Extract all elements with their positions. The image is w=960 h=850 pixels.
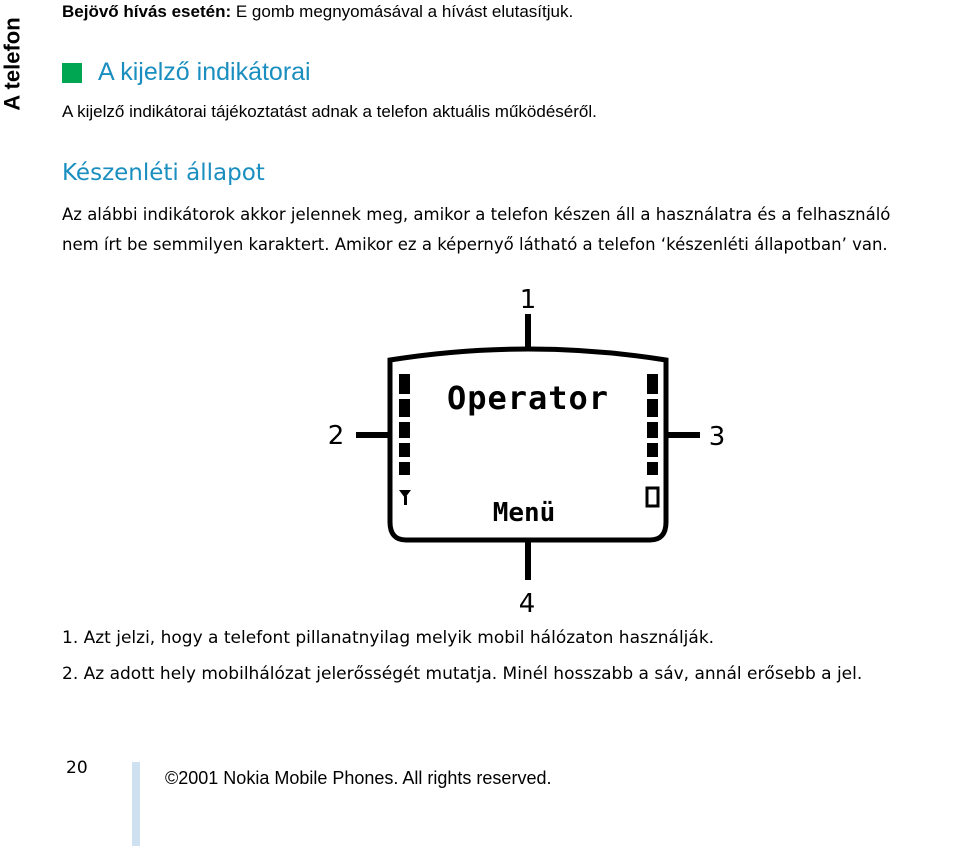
section-bullet-icon [62,63,82,83]
operator-name: Operator [446,379,610,417]
callout-3: 3 [708,422,726,452]
paragraph-line: nem írt be semmilyen karaktert. Amikor ez a képernyő látható a telefon ‘készenléti állapotban’ van. [62,235,888,254]
note-item: 2. Az adott hely mobilhálózat jelerősségét mutatja. Minél hosszabb a sáv, annál erősebb a jel. [62,664,863,684]
page-number: 20 [66,758,88,778]
side-tab-label: A telefon [0,17,26,111]
callout-2: 2 [327,421,345,451]
softkey-menu: Menü [492,498,556,528]
side-tab [0,0,26,128]
section-intro: A kijelző indikátorai tájékoztatást adnak a telefon aktuális működéséről. [62,102,597,121]
section-heading [62,58,311,87]
subsection-paragraph [62,200,960,260]
section-title: A kijelző indikátorai [98,58,311,86]
incoming-call-note [62,2,573,22]
paragraph-line: Az alábbi indikátorok akkor jelennek meg, amikor a telefon készen áll a használatra és a felhasználó [62,205,891,224]
subsection-title: Készenléti állapot [62,160,265,186]
footer-divider [132,762,140,846]
incoming-call-label: Bejövő hívás esetén: [62,2,232,21]
callout-4: 4 [518,589,536,617]
antenna-icon-stem [404,496,407,505]
standby-display-figure [320,282,740,617]
incoming-call-text: E gomb megnyomásával a hívást elutasítjuk. [231,2,574,21]
copyright-notice: ©2001 Nokia Mobile Phones. All rights reserved. [165,768,552,788]
note-item: 1. Azt jelzi, hogy a telefont pillanatnyilag melyik mobil hálózaton használják. [62,628,715,648]
callout-1: 1 [519,285,537,315]
indicator-notes [62,620,862,692]
